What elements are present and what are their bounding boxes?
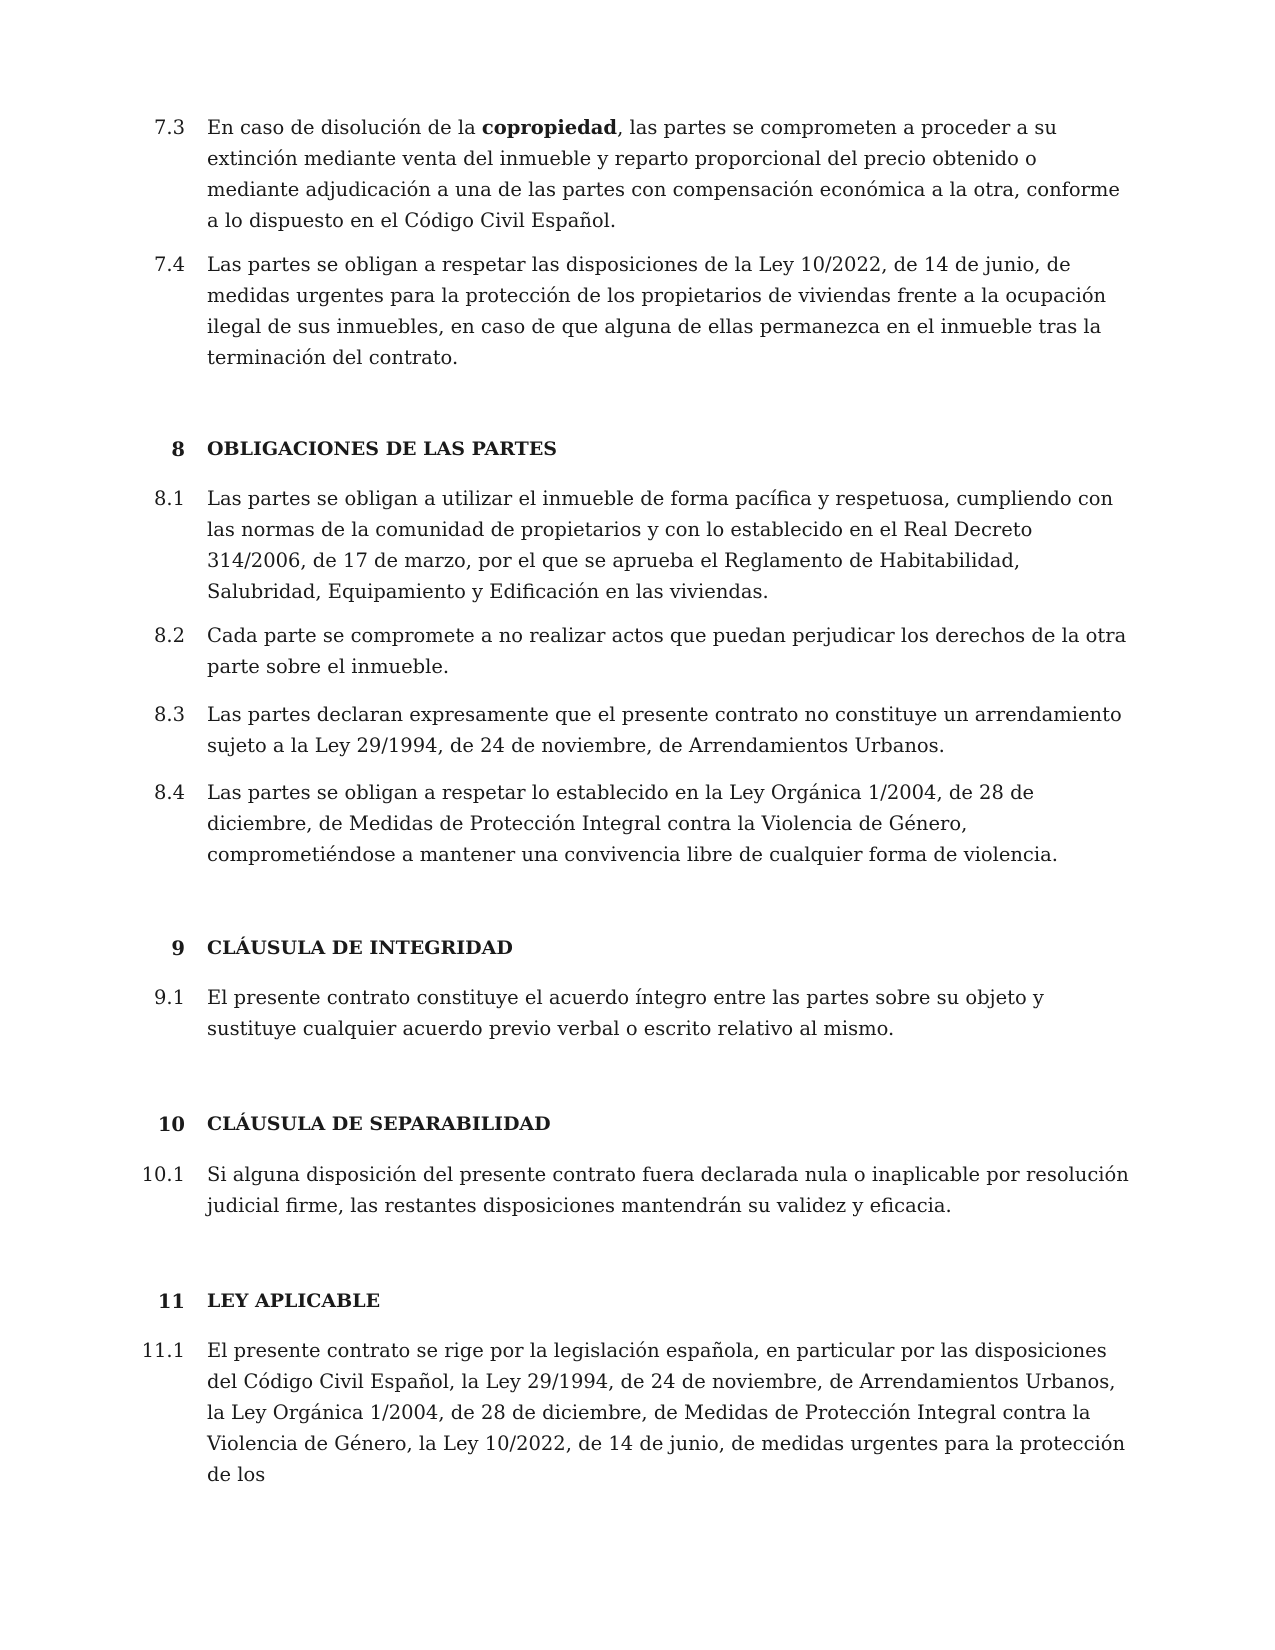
section-title: LEY APLICABLE (207, 1290, 381, 1312)
clause-number: 8.3 (153, 703, 185, 726)
clause-text: Las partes se obligan a utilizar el inmueble de forma pacífica y respetuosa, cumpliendo con las normas de la comunidad de propietarios y con lo establecido en el Real Decreto 314/2006, de 17 de marzo, por el que se aprueba el Reglamento de Habitabilidad, Salubridad, Equipamiento y Edificación en las viviendas. (207, 487, 1114, 603)
clause-text: Las partes se obligan a respetar lo establecido en la Ley Orgánica 1/2004, de 28 de diciembre, de Medidas de Protección Integral contra la Violencia de Género, comprometiéndose a mantener una convivencia libre de cualquier forma de violencia. (207, 781, 1058, 866)
section-title: OBLIGACIONES DE LAS PARTES (207, 438, 558, 460)
section-number: 9 (171, 937, 185, 960)
clause-number: 8.1 (153, 487, 185, 510)
clause-text (207, 112, 1132, 236)
clause-text: El presente contrato constituye el acuerdo íntegro entre las partes sobre su objeto y sustituye cualquier acuerdo previo verbal o escrito relativo al mismo. (207, 986, 1044, 1040)
bold-term: copropiedad (481, 116, 618, 139)
clause-text-part: , las partes se comprometen a proceder a su extinción mediante venta del inmueble y reparto proporcional del precio obtenido o mediante adjudicación a una de las partes con compensación económica a la otra, conforme a lo dispuesto en el Código Civil Español. (207, 116, 1120, 232)
clause-text: Las partes se obligan a respetar las disposiciones de la Ley 10/2022, de 14 de junio, de medidas urgentes para la protección de los propietarios de viviendas frente a la ocupación ilegal de sus inmuebles, en caso de que alguna de ellas permanezca en el inmueble tras la terminación del contrato. (207, 253, 1107, 369)
clause-number: 7.3 (153, 116, 185, 139)
clause-number: 8.4 (153, 781, 185, 804)
clause-text: Cada parte se compromete a no realizar actos que puedan perjudicar los derechos de la otra parte sobre el inmueble. (207, 624, 1127, 678)
section-number: 8 (171, 438, 185, 461)
clause-number: 7.4 (153, 253, 185, 276)
section-title: CLÁUSULA DE SEPARABILIDAD (207, 1113, 551, 1135)
clause-text: El presente contrato se rige por la legislación española, en particular por las disposiciones del Código Civil Español, la Ley 29/1994, de 24 de noviembre, de Arrendamientos Urbanos, la Ley Orgánica 1/2004, de 28 de diciembre, de Medidas de Protección Integral contra la Violencia de Género, la Ley 10/2022, de 14 de junio, de medidas urgentes para la protección de los (207, 1339, 1126, 1486)
clause-number: 10.1 (141, 1163, 185, 1186)
clause-text: Si alguna disposición del presente contrato fuera declarada nula o inaplicable por resolución judicial firme, las restantes disposiciones mantendrán su validez y eficacia. (207, 1163, 1129, 1217)
clause-number: 11.1 (141, 1339, 185, 1362)
section-number: 11 (157, 1290, 185, 1313)
clause-number: 9.1 (153, 986, 185, 1009)
clause-number: 8.2 (153, 624, 185, 647)
section-number: 10 (157, 1113, 185, 1136)
section-title: CLÁUSULA DE INTEGRIDAD (207, 937, 513, 959)
clause-text: Las partes declaran expresamente que el presente contrato no constituye un arrendamiento sujeto a la Ley 29/1994, de 24 de noviembre, de Arrendamientos Urbanos. (207, 703, 1122, 757)
clause-text-part: En caso de disolución de la (207, 116, 482, 139)
